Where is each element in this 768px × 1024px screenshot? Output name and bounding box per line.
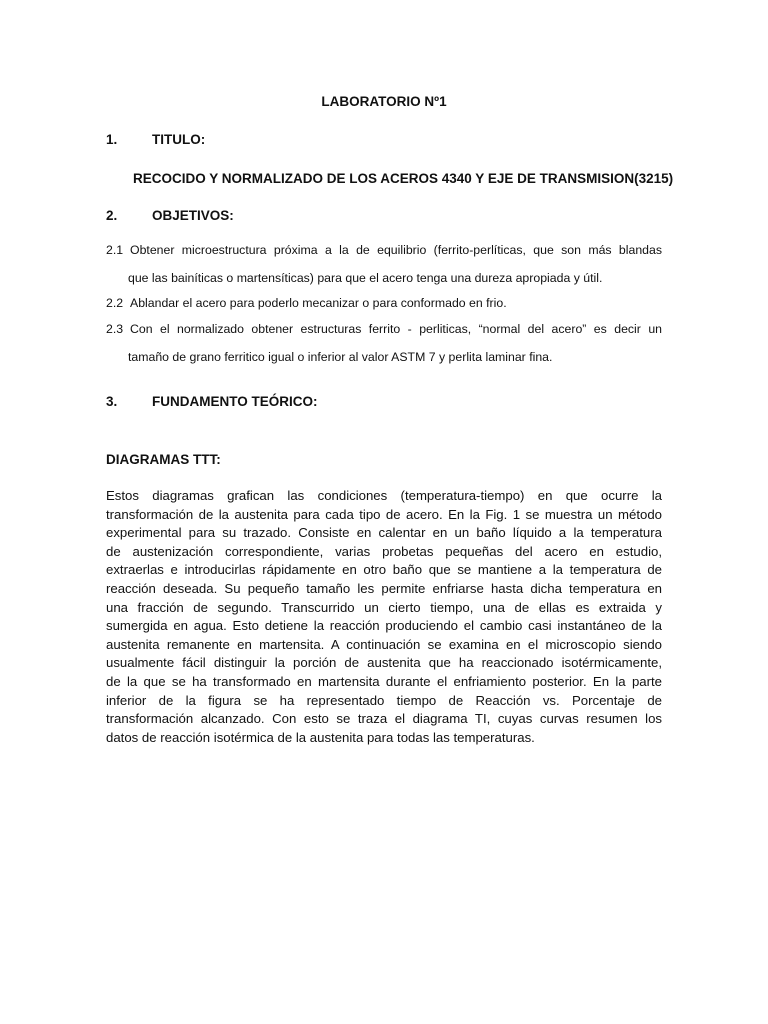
paragraph-line: Estos diagramas grafican las condiciones (temperatura-tiempo) en que ocurre la xyxy=(106,488,662,503)
objective-text-line: Ablandar el acero para poderlo mecanizar o para conformado en frio. xyxy=(130,296,507,310)
objective-text-line: Con el normalizado obtener estructuras ferrito - perliticas, “normal del acero” es decir un xyxy=(130,322,662,336)
document-title: LABORATORIO Nº1 xyxy=(321,94,447,109)
paragraph-line: sumergida en agua. Esto detiene la reacción produciendo el cambio casi instantáneo de la xyxy=(106,618,662,634)
objective-item xyxy=(106,315,662,371)
objective-number: 2.1 xyxy=(106,243,124,257)
paragraph-line: reacción deseada. Su pequeño tamaño les permite enfriarse hasta dicha temperatura en xyxy=(106,580,662,596)
section-2-title: OBJETIVOS: xyxy=(152,208,234,223)
section-1-title: TITULO: xyxy=(152,132,206,147)
section-2-number: 2. xyxy=(106,208,118,223)
objective-number: 2.3 xyxy=(106,322,124,336)
objective-text-line: que las bainíticas o martensíticas) para que el acero tenga una dureza apropiada y útil. xyxy=(128,271,603,285)
paragraph-line: transformación alcanzado. Con esto se traza el diagrama TI, cuyas curvas resumen los xyxy=(106,711,662,727)
paragraph-line: transformación de la austenita para cada tipo de acero. En la Fig. 1 se muestra un método xyxy=(106,506,662,522)
paragraph-line: datos de reacción isotérmica de la austenita para todas las temperaturas. xyxy=(106,729,535,745)
paragraph-line: inferior de la figura se ha representado tiempo de Reacción vs. Porcentaje de xyxy=(106,692,662,708)
objective-item xyxy=(106,236,662,292)
section-3-title: FUNDAMENTO TEÓRICO: xyxy=(152,394,318,409)
paragraph-line: usualmente fácil distinguir la porción de austenita que ha reaccionado isotérmicamente, xyxy=(106,655,662,671)
objective-number: 2.2 xyxy=(106,296,124,310)
section-3-number: 3. xyxy=(106,394,118,409)
paragraph-line: experimental para su trazado. Consiste en calentar en un baño líquido a la temperatura xyxy=(106,525,662,541)
paragraph-line: extraerlas e introducirlas rápidamente en otro baño que se mantiene a la temperatura de xyxy=(106,562,662,578)
paragraph-line: de la que se ha transformado en martensita durante el enfriamiento posterior. En la parte xyxy=(106,673,662,689)
paragraph-line: una fracción de segundo. Transcurrido un cierto tiempo, una de ellas es extraida y xyxy=(106,599,662,615)
objective-item xyxy=(106,289,662,317)
body-paragraph xyxy=(106,487,662,747)
objective-text-line: tamaño de grano ferritico igual o inferior al valor ASTM 7 y perlita laminar fina. xyxy=(128,350,553,364)
section-1-number: 1. xyxy=(106,132,118,147)
objective-text-line: Obtener microestructura próxima a la de equilibrio (ferrito-perlíticas, que son más blandas xyxy=(130,243,662,257)
lab-subtitle: RECOCIDO Y NORMALIZADO DE LOS ACEROS 4340 Y EJE DE TRANSMISION(3215) xyxy=(133,171,674,186)
diagramas-heading: DIAGRAMAS TTT: xyxy=(106,452,221,467)
paragraph-line: austenita remanente en martensita. A continuación se examina en el microscopio siendo xyxy=(106,636,662,652)
paragraph-line: de austenización correspondiente, varias probetas pequeñas del acero en estudio, xyxy=(106,543,662,559)
